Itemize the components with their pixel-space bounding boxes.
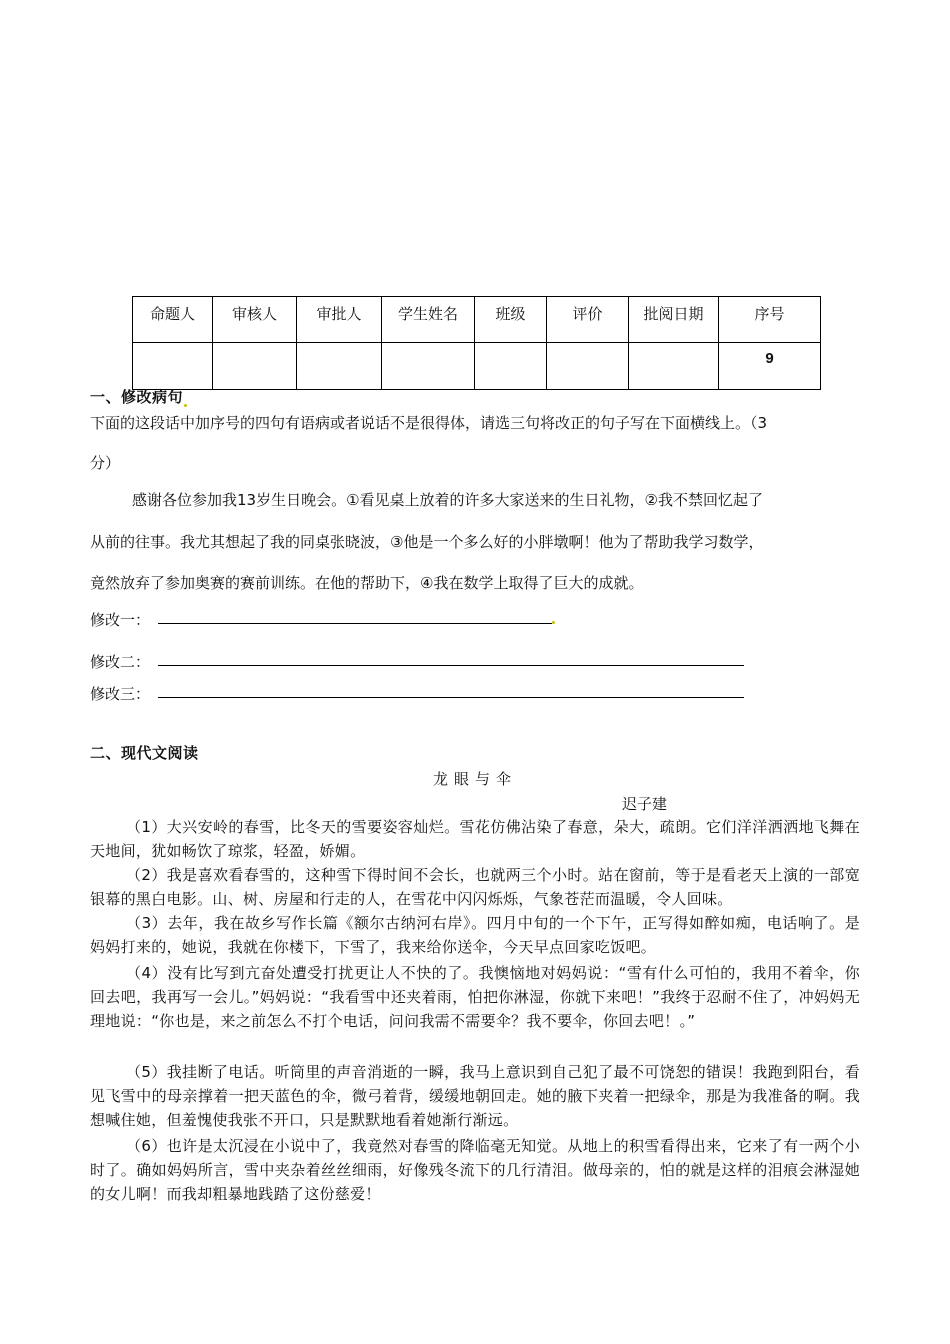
answer-label-3: 修改三：: [90, 685, 151, 703]
paragraph-3: （3）去年，我在故乡写作长篇《额尔古纳河右岸》。四月中旬的一个下午，正写得如醉如痴，电话响了。是妈妈打来的，她说，我就在你楼下，下雪了，我来给你送伞，今天早点回家吃饭吧。: [90, 914, 860, 956]
answer-line-2[interactable]: [158, 665, 744, 666]
value-cell[interactable]: [475, 343, 547, 390]
section2-heading: 二、现代文阅读: [90, 744, 199, 762]
value-cell[interactable]: [629, 343, 719, 390]
table-value-row: [133, 343, 821, 390]
header-cell: 审核人: [213, 297, 297, 343]
header-cell: 学生姓名: [382, 297, 475, 343]
header-cell: 命题人: [133, 297, 213, 343]
value-cell[interactable]: [133, 343, 213, 390]
passage-line-3: 竟然放弃了参加奥赛的赛前训练。在他的帮助下，④我在数学上取得了巨大的成就。: [90, 574, 644, 592]
paragraph-1: （1）大兴安岭的春雪，比冬天的雪要姿容灿烂。雪花仿佛沾染了春意，朵大，疏朗。它们洋洋洒洒地飞舞在天地间，犹如畅饮了琼浆，轻盈，娇媚。: [90, 818, 860, 860]
serial-number-cell[interactable]: 9: [719, 343, 821, 390]
value-cell[interactable]: [547, 343, 629, 390]
answer-label-1: 修改一：: [90, 611, 151, 629]
article-title: 龙眼与伞: [432, 770, 517, 788]
answer-line-1[interactable]: [158, 623, 552, 624]
header-cell: 审批人: [297, 297, 382, 343]
instruction-line-2: 分）: [90, 454, 121, 472]
header-cell: 评价: [547, 297, 629, 343]
paragraph-2: （2）我是喜欢看春雪的，这种雪下得时间不会长，也就两三个小时。站在窗前，等于是看老天上演的一部宽银幕的黑白电影。山、树、房屋和行走的人，在雪花中闪闪烁烁，气象苍茫而温暖，令人回味。: [90, 866, 860, 908]
header-cell: 序号: [719, 297, 821, 343]
info-table: [132, 296, 821, 390]
paragraph-5: （5）我挂断了电话。听筒里的声音消逝的一瞬，我马上意识到自己犯了最不可饶恕的错误！我跑到阳台，看见飞雪中的母亲撑着一把天蓝色的伞，微弓着背，缓缓地朝回走。她的腋下夹着一把绿伞，那是为我准备的啊。我想喊住她，但羞愧使我张不开口，只是默默地看着她渐行渐远。: [90, 1063, 860, 1129]
value-cell[interactable]: [213, 343, 297, 390]
value-cell[interactable]: [297, 343, 382, 390]
passage-line-2: 从前的往事。我尤其想起了我的同桌张晓波，③他是一个多么好的小胖墩啊！他为了帮助我学习数学，: [90, 533, 764, 551]
paragraph-6: （6）也许是太沉浸在小说中了，我竟然对春雪的降临毫无知觉。从地上的积雪看得出来，它来了有一两个小时了。确如妈妈所言，雪中夹杂着丝丝细雨，好像残冬流下的几行清泪。做母亲的，怕的就是这样的泪痕会淋湿她的女儿啊！而我却粗暴地践踏了这份慈爱！: [90, 1137, 860, 1203]
answer-line-3[interactable]: [158, 697, 744, 698]
section1-heading: 一、修改病句: [90, 386, 187, 407]
paragraph-4: （4）没有比写到亢奋处遭受打扰更让人不快的了。我懊恼地对妈妈说：“雪有什么可怕的，我用不着伞，你回去吧，我再写一会儿。”妈妈说：“我看雪中还夹着雨，怕把你淋湿，你就下来吧！”我终于忍耐不住了，冲妈妈无理地说：“你也是，来之前怎么不打个电话，问问我需不需要伞？我不要伞，你回去吧！。”: [90, 964, 860, 1030]
header-cell: 班级: [475, 297, 547, 343]
table-header-row: [133, 297, 821, 343]
value-cell[interactable]: [382, 343, 475, 390]
article-author: 迟子建: [622, 795, 668, 813]
header-cell: 批阅日期: [629, 297, 719, 343]
answer-label-2: 修改二：: [90, 653, 151, 671]
passage-line-1: 感谢各位参加我13岁生日晚会。①看见桌上放着的许多大家送来的生日礼物，②我不禁回忆起了: [132, 491, 763, 509]
instruction-line-1: 下面的这段话中加序号的四句有语病或者说话不是很得体，请选三句将改正的句子写在下面横线上。（3: [90, 414, 768, 432]
marker-dot: [552, 621, 555, 624]
